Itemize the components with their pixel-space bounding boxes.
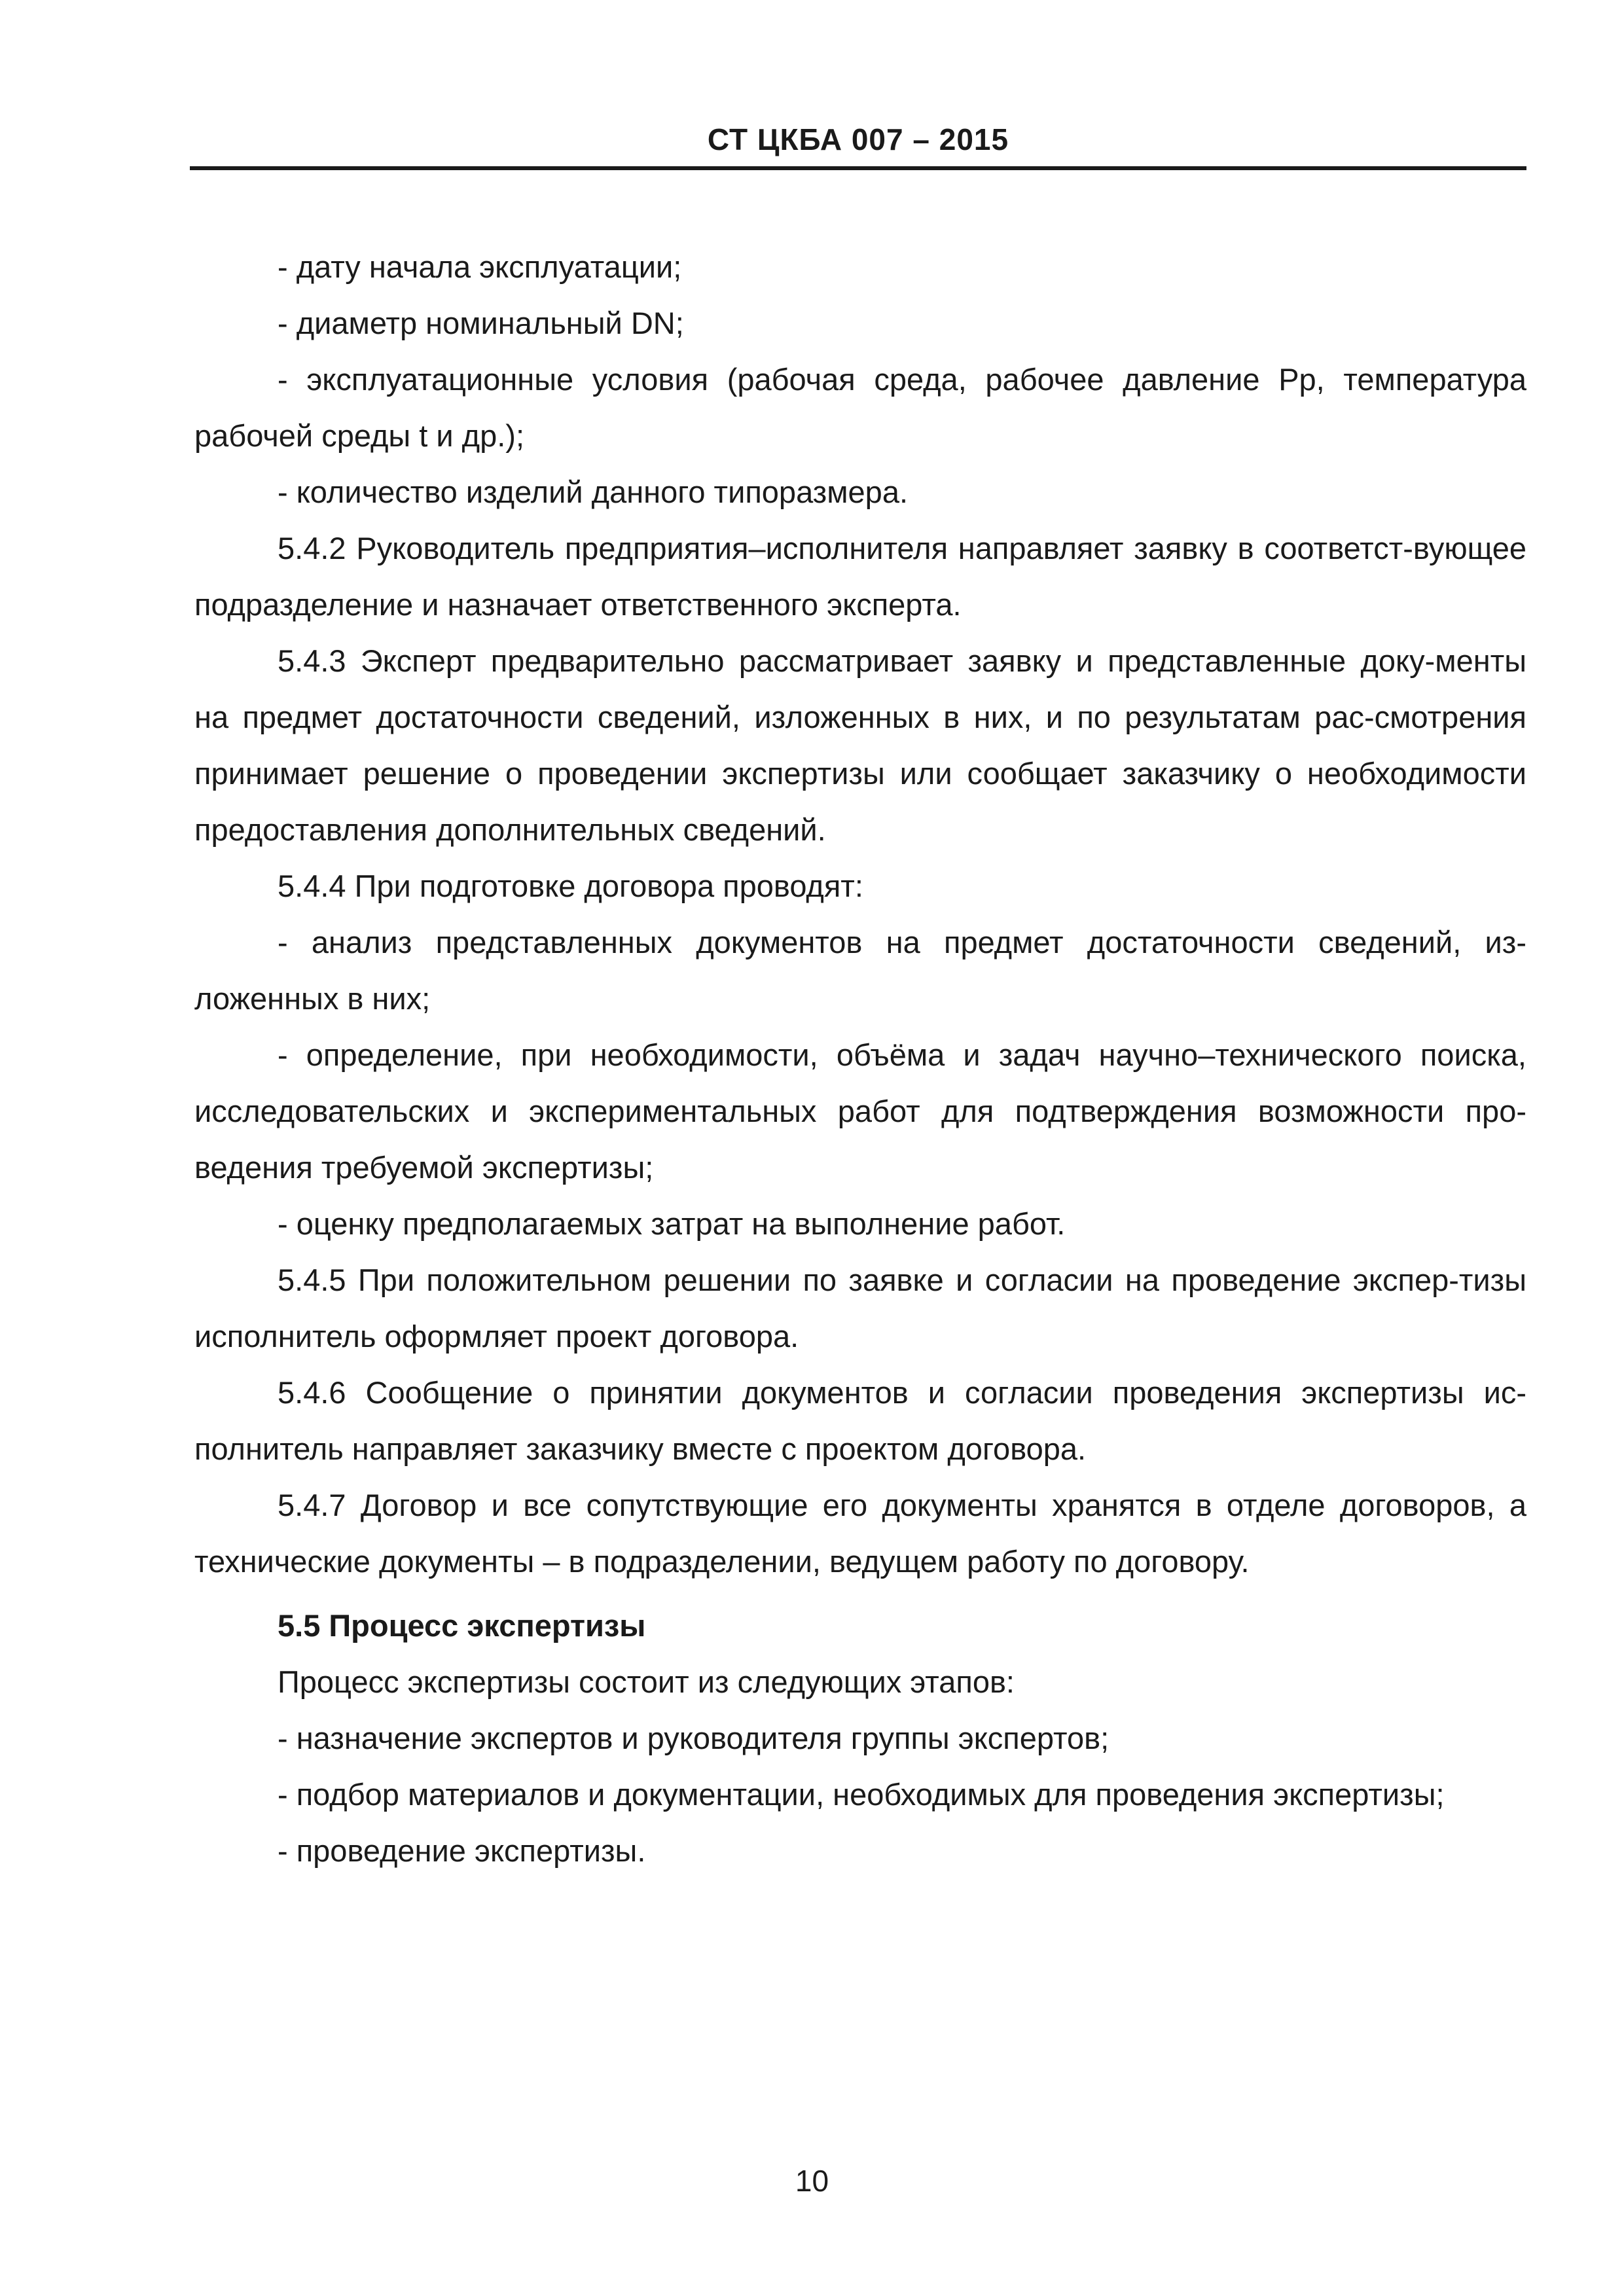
list-item: - определение, при необходимости, объёма и задач научно–технического поиска, исследовательских и экспериментальных работ для подтверждения возможности про-ведения требуемой экспертизы; (194, 1037, 1526, 1185)
list-item: - дату начала эксплуатации; (278, 249, 682, 284)
header-rule (190, 166, 1526, 170)
clause-5-4-7: 5.4.7 Договор и все сопутствующие его документы хранятся в отделе договоров, а технические документы – в подразделении, ведущем работу по договору. (194, 1488, 1526, 1579)
list-item: - анализ представленных документов на предмет достаточности сведений, из-ложенных в них; (194, 925, 1526, 1016)
clause-5-4-4: 5.4.4 При подготовке договора проводят: (278, 869, 863, 903)
list-item: - количество изделий данного типоразмера. (278, 475, 909, 509)
list-item: - диаметр номинальный DN; (278, 306, 684, 340)
list-item: - подбор материалов и документации, необходимых для проведения экспертизы; (278, 1777, 1445, 1812)
page-number: 10 (795, 2164, 829, 2198)
clause-5-4-6: 5.4.6 Сообщение о принятии документов и согласии проведения экспертизы ис-полнитель направляет заказчику вместе с проектом договора. (194, 1375, 1526, 1466)
clause-5-4-2: 5.4.2 Руководитель предприятия–исполнителя направляет заявку в соответст-вующее подразделение и назначает ответственного эксперта. (194, 531, 1526, 622)
clause-5-4-5: 5.4.5 При положительном решении по заявке и согласии на проведение экспер-тизы исполнитель оформляет проект договора. (194, 1263, 1526, 1354)
list-item: - эксплуатационные условия (рабочая среда, рабочее давление Рр, температура рабочей среды t и др.); (194, 362, 1526, 453)
body-text (194, 239, 1526, 1879)
section-intro: Процесс экспертизы состоит из следующих этапов: (278, 1664, 1015, 1699)
page-header (190, 122, 1526, 168)
clause-5-4-3: 5.4.3 Эксперт предварительно рассматривает заявку и представленные доку-менты на предмет достаточности сведений, изложенных в них, и по результатам рас-смотрения принимает решение о проведении экспертизы или сообщает заказчику о необходимости предоставления дополнительных сведений. (194, 643, 1526, 847)
section-heading: 5.5 Процесс экспертизы (278, 1608, 646, 1643)
list-item: - назначение экспертов и руководителя группы экспертов; (278, 1721, 1110, 1755)
list-item: - проведение экспертизы. (278, 1833, 646, 1868)
section-gap (194, 1590, 1526, 1598)
document-code: СТ ЦКБА 007 – 2015 (707, 122, 1009, 156)
list-item: - оценку предполагаемых затрат на выполнение работ. (278, 1206, 1066, 1241)
